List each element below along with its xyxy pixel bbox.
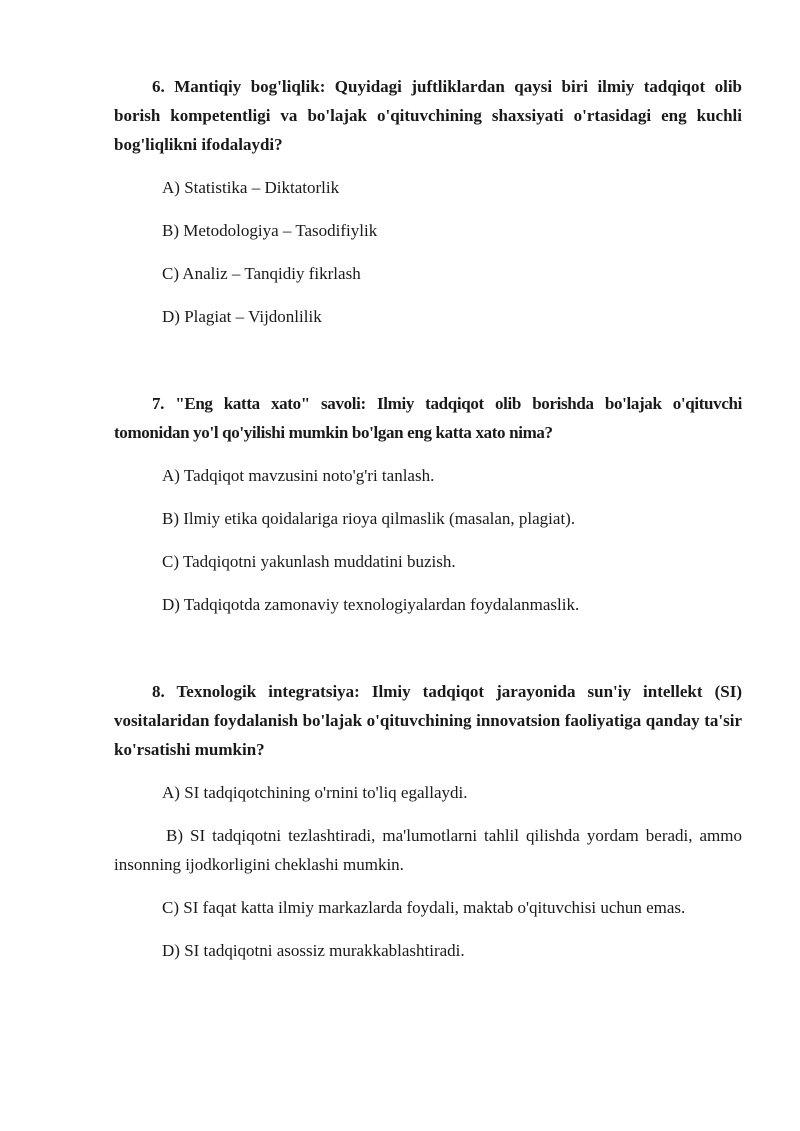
option-d: D) Plagiat – Vijdonlilik bbox=[162, 307, 322, 326]
option-c: C) Tadqiqotni yakunlash muddatini buzish. bbox=[162, 552, 456, 571]
option-d: D) SI tadqiqotni asossiz murakkablashtiradi. bbox=[162, 941, 465, 960]
question-8 bbox=[114, 677, 742, 965]
question-text: 6. Mantiqiy bog'liqlik: Quyidagi juftliklardan qaysi biri ilmiy tadqiqot olib borish kompetentligi va bo'lajak o'qituvchining shaxsiyati o'rtasidagi eng kuchli bog'liqlikni ifodalaydi? bbox=[114, 77, 742, 154]
question-text: 7. "Eng katta xato" savoli: Ilmiy tadqiqot olib borishda bo'lajak o'qituvchi tomonidan yo'l qo'yilishi mumkin bo'lgan eng katta xato nima? bbox=[114, 394, 742, 442]
option-c: C) SI faqat katta ilmiy markazlarda foydali, maktab o'qituvchisi uchun emas. bbox=[162, 898, 686, 917]
option-a: A) SI tadqiqotchining o'rnini to'liq egallaydi. bbox=[162, 783, 468, 802]
document-page bbox=[114, 72, 742, 965]
option-a: A) Statistika – Diktatorlik bbox=[162, 178, 340, 197]
option-b: B) Ilmiy etika qoidalariga rioya qilmaslik (masalan, plagiat). bbox=[162, 509, 576, 528]
option-b: B) SI tadqiqotni tezlashtiradi, ma'lumotlarni tahlil qilishda yordam beradi, ammo insonning ijodkorligini cheklashi mumkin. bbox=[114, 826, 742, 874]
question-6 bbox=[114, 72, 742, 331]
option-a: A) Tadqiqot mavzusini noto'g'ri tanlash. bbox=[162, 466, 435, 485]
option-c: C) Analiz – Tanqidiy fikrlash bbox=[162, 264, 361, 283]
question-7 bbox=[114, 389, 742, 619]
option-b: B) Metodologiya – Tasodifiylik bbox=[162, 221, 378, 240]
question-text: 8. Texnologik integratsiya: Ilmiy tadqiqot jarayonida sun'iy intellekt (SI) vositalaridan foydalanish bo'lajak o'qituvchining innovatsion faoliyatiga qanday ta'sir ko'rsatishi mumkin? bbox=[114, 682, 742, 759]
option-d: D) Tadqiqotda zamonaviy texnologiyalardan foydalanmaslik. bbox=[162, 595, 580, 614]
answer-options bbox=[114, 461, 742, 619]
answer-options bbox=[114, 778, 742, 965]
answer-options bbox=[114, 173, 742, 331]
